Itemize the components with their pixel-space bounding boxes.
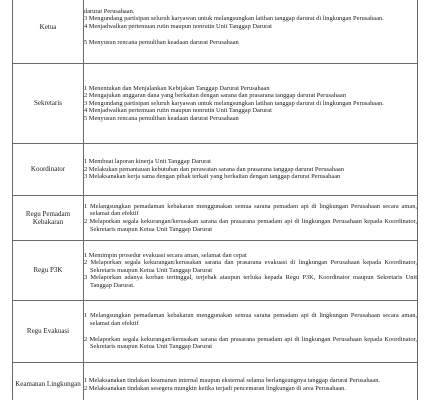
tasks-cell	[84, 363, 418, 400]
task-item: 2 Melaporkan segala kekurangan/kerusakan sarana dan prasarana pemadam api di lingkungan Perusahaan kepada Koordinator, Sekretaris maupun Ketua Unit Tanggap Darurat	[84, 218, 417, 233]
role-cell: Regu P3K	[13, 241, 84, 301]
tasks-cell	[84, 144, 418, 196]
task-item: darurat Perusahaan.	[84, 7, 135, 15]
role-cell: Ketua	[13, 0, 84, 64]
table-row-sekretaris	[13, 64, 418, 144]
task-item: 1 Membuat laporan kinerja Unit Tanggap Darurat	[84, 158, 211, 166]
tasks-cell	[84, 196, 418, 241]
table-row-keamanan-lingkungan	[13, 363, 418, 400]
task-item: 2 Mengajukan anggaran dana yang berkaitan dengan sarana dan prasarana tanggap darurat Perusahaan	[84, 92, 346, 100]
task-item: 5 Menyusun rencana pemulihan keadaan darurat Perusahaan	[84, 38, 239, 46]
task-item: 4 Menjadwalkan pertemuan rutin maupun nonrutin Unit Tanggap Darurat	[84, 107, 272, 115]
task-item: 1 Menentukan dan Menjalankan Kebijakan Tanggap Darurat Perusahaan	[84, 84, 270, 92]
tasks-cell	[84, 241, 418, 301]
task-item: 2 Melaporkan segala kekurangan/kerusakan sarana dan prasarana pemadam api di lingkungan Perusahaan kepada Koordinator, Sekretaris maupun Ketua Unit Tanggap Darurat	[84, 335, 417, 351]
role-cell: Keamanan Lingkungan	[13, 363, 84, 400]
task-item: 3 Mengundang partisipan seluruh karyawan untuk melangsungkan latihan tanggap darurat di lingkungan Perusahaan.	[84, 99, 384, 107]
task-item: 1 Melaksanakan tindakan keamanan internal maupun eksternal selama berlangsungnya tanggap darurat Perusahaan.	[84, 376, 380, 384]
task-item: 2 Melaksanakan tindakan sesegera mungkin ketika terjadi pencemaran lingkungan di area Perusahaan.	[84, 384, 346, 392]
task-item: 3 Melaporkan adanya korban tertinggal, terjebak ataupun terluka kepada Regu P3K, Koordinator maupun Sekretaris Unit Tanggap Darurat.	[84, 274, 417, 289]
task-item: 1 Memimpin prosedur evakuasi secara aman, selamat dan cepat	[84, 251, 247, 259]
table-row-ketua	[13, 0, 418, 64]
tasks-cell	[84, 64, 418, 144]
task-item: 2 Melaporkan segala kekurangan/kerusakan sarana dan prasarana evakuasi di lingkungan Perusahaan kepada Koordinator, Sekretaris maupun Ketua Unit Tanggap Darurat	[84, 259, 417, 274]
role-cell: Sekretaris	[13, 64, 84, 144]
tasks-cell	[84, 0, 418, 64]
tasks-cell	[84, 301, 418, 363]
role-cell: Regu Pemadam Kebakaran	[13, 196, 84, 241]
task-item: 1 Melangsungkan pemadaman kebakaran menggunakan semua sarana pemadam api di lingkungan Perusahaan secara aman, selamat dan efektif	[84, 202, 417, 218]
task-item: 3 Melaksanakan kerja sama dengan pihak terkait yang berkaitan dengan tanggap darurat Perusahaan	[84, 173, 341, 181]
role-cell: Regu Evakuasi	[13, 301, 84, 363]
table-row-koordinator	[13, 144, 418, 196]
task-item: 3 Mengundang partisipan seluruh karyawan untuk melangsungkan latihan tanggap darurat di lingkungan Perusahaan.	[84, 15, 384, 23]
duties-table	[12, 0, 418, 400]
role-cell: Koordinator	[13, 144, 84, 196]
table-row-regu-evakuasi	[13, 301, 418, 363]
task-item: 5 Menyusun rencana pemulihan keadaan darurat Perusahaan	[84, 114, 239, 122]
task-item: 2 Melakukan pemantauan kebutuhan dan perawatan sarana dan prasarana tanggap darurat Perusahaan	[84, 165, 344, 173]
task-item: 1 Melangsungkan pemadaman kebakaran menggunakan semua sarana pemadam api di lingkungan Perusahaan secara aman, selamat dan efektif	[84, 312, 417, 327]
table-row-regu-p3k	[13, 241, 418, 301]
table-row-regu-pemadam-kebakaran	[13, 196, 418, 241]
task-item: 4 Menjadwalkan pertemuan rutin maupun nonrutin Unit Tanggap Darurat	[84, 23, 272, 30]
